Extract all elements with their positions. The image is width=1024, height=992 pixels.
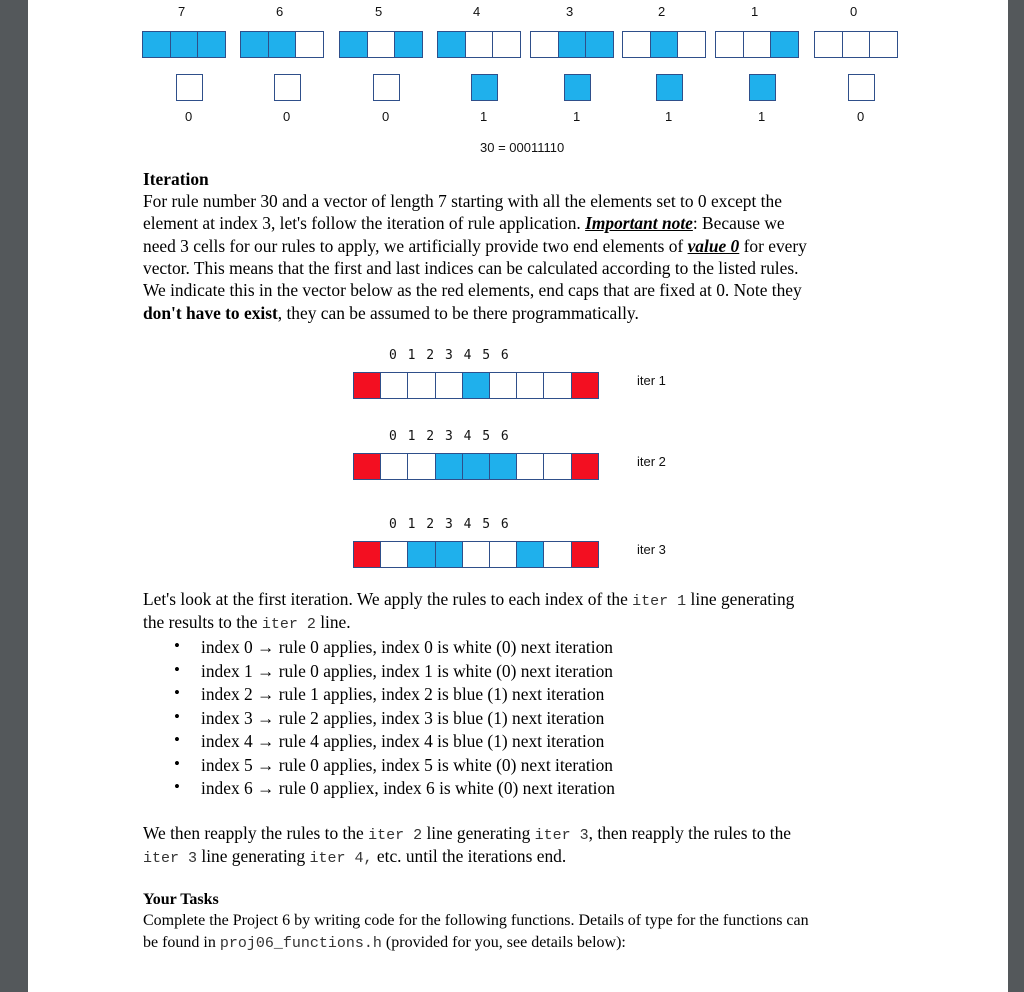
neighborhood-cell — [437, 31, 466, 58]
end-cap-cell — [571, 541, 599, 568]
text: etc. until the iterations end. — [372, 846, 567, 866]
neighborhood-cell — [240, 31, 269, 58]
list-item: index 1 → rule 0 applies, index 1 is white (0) next iteration — [201, 660, 613, 681]
neighborhood-cell — [622, 31, 651, 58]
vector-cell — [407, 541, 435, 568]
bullet-icon: • — [174, 683, 180, 702]
rule-result-label: 1 — [758, 109, 766, 124]
important-note: Important note — [585, 213, 693, 233]
vector-cell — [543, 453, 571, 480]
bullet-icon: • — [174, 636, 180, 655]
neighborhood-cell — [295, 31, 324, 58]
result-cell — [848, 74, 875, 101]
text: the results to the — [143, 612, 262, 632]
neighborhood-cell — [558, 31, 587, 58]
paragraph-line — [143, 845, 566, 870]
text: , they can be assumed to be there programmatically. — [277, 303, 639, 323]
paragraph-line: For rule number 30 and a vector of length 7 starting with all the elements set to 0 except the — [143, 191, 782, 211]
code-text: iter 2 — [368, 827, 423, 844]
neighborhood-cell — [197, 31, 226, 58]
neighborhood-cell — [268, 31, 297, 58]
rule-result-label: 1 — [665, 109, 673, 124]
text: We then reapply the rules to the — [143, 823, 369, 843]
neighborhood-cell — [770, 31, 799, 58]
list-item: index 2 → rule 1 applies, index 2 is blue (1) next iteration — [201, 684, 605, 704]
rule-caption: 30 = 00011110 — [480, 140, 565, 155]
vector-cell — [516, 453, 544, 480]
vector-cell — [543, 372, 571, 399]
rule-result-label: 0 — [185, 109, 193, 124]
text: need 3 cells for our rules to apply, we artificially provide two end elements of — [143, 236, 688, 256]
code-text: iter 3 — [143, 850, 198, 867]
result-cell — [749, 74, 776, 101]
paragraph-line — [143, 235, 807, 257]
iteration-label: iter 1 — [637, 373, 666, 388]
index-labels: 0 1 2 3 4 5 6 — [389, 517, 509, 532]
rule-group-label: 3 — [566, 4, 574, 19]
section-heading-tasks: Your Tasks — [143, 891, 219, 908]
document-page — [28, 0, 1008, 992]
neighborhood-cell — [465, 31, 494, 58]
rule-result-label: 0 — [857, 109, 865, 124]
end-cap-cell — [353, 541, 381, 568]
index-labels: 0 1 2 3 4 5 6 — [389, 429, 509, 444]
vector-cell — [380, 372, 408, 399]
neighborhood-cell — [170, 31, 199, 58]
bold-text: don't have to exist — [143, 303, 278, 323]
vector-cell — [543, 541, 571, 568]
vector-cell — [516, 372, 544, 399]
iteration-label: iter 2 — [637, 454, 666, 469]
neighborhood-cell — [743, 31, 772, 58]
text: for every — [739, 236, 807, 256]
code-text: iter 2 — [261, 616, 316, 633]
neighborhood-cell — [842, 31, 871, 58]
rule-result-label: 0 — [283, 109, 291, 124]
paragraph-line — [143, 932, 626, 955]
rule-group-label: 6 — [276, 4, 284, 19]
neighborhood-cell — [585, 31, 614, 58]
paragraph-line — [143, 611, 351, 636]
neighborhood-cell — [367, 31, 396, 58]
bullet-icon: • — [174, 706, 180, 726]
vector-cell — [407, 372, 435, 399]
code-text: iter 3 — [534, 827, 589, 844]
text: : Because we — [692, 213, 785, 233]
vector-cell — [462, 372, 490, 399]
neighborhood-cell — [650, 31, 679, 58]
vector-cell — [489, 372, 517, 399]
vector-cell — [435, 541, 463, 568]
text: line generating — [197, 846, 310, 866]
rule-result-label: 1 — [480, 109, 488, 124]
rule-result-label: 1 — [573, 109, 581, 124]
paragraph-line: We indicate this in the vector below as the red elements, end caps that are fixed at 0. Note they — [143, 280, 802, 300]
result-cell — [471, 74, 498, 101]
vector-cell — [407, 453, 435, 480]
bullet-icon: • — [174, 730, 180, 749]
rule-group-label: 0 — [850, 4, 858, 19]
neighborhood-cell — [530, 31, 559, 58]
vector-cell — [380, 541, 408, 568]
text: be found in — [143, 934, 220, 951]
code-text: iter 1 — [632, 593, 687, 610]
text: , then reapply the rules to the — [588, 823, 791, 843]
bullet-icon: • — [174, 777, 180, 796]
code-filename: proj06_functions.h — [219, 935, 382, 952]
list-item: index 0 → rule 0 applies, index 0 is white (0) next iteration — [201, 637, 613, 657]
end-cap-cell — [571, 453, 599, 480]
result-cell — [564, 74, 591, 101]
paragraph-line — [143, 588, 794, 613]
paragraph-line — [143, 212, 785, 234]
list-item: index 4 → rule 4 applies, index 4 is blue (1) next iteration — [201, 731, 605, 751]
neighborhood-cell — [869, 31, 898, 58]
vector-cell — [489, 541, 517, 568]
text: element at index 3, let's follow the iteration of rule application. — [143, 213, 586, 233]
result-cell — [274, 74, 301, 101]
rule-group-label: 1 — [751, 4, 759, 19]
rule-group-label: 2 — [658, 4, 666, 19]
text: Let's look at the first iteration. We apply the rules to each index of the — [143, 589, 633, 609]
paragraph-line — [143, 822, 791, 847]
rule-group-label: 7 — [178, 4, 186, 19]
result-cell — [656, 74, 683, 101]
text: line generating — [422, 823, 535, 843]
value-zero-emphasis: value 0 — [687, 236, 740, 256]
paragraph-line: Complete the Project 6 by writing code for the following functions. Details of type for the functions can — [143, 912, 809, 929]
rule-group-label: 4 — [473, 4, 481, 19]
bullet-icon: • — [174, 753, 180, 773]
vector-cell — [462, 541, 490, 568]
text: line generating — [686, 589, 795, 609]
text: (provided for you, see details below): — [381, 934, 626, 951]
list-item: index 6 → rule 0 appliex, index 6 is white (0) next iteration — [201, 778, 615, 798]
rule-group-label: 5 — [375, 4, 383, 19]
vector-cell — [380, 453, 408, 480]
code-text: iter 4, — [309, 850, 373, 867]
rule-result-label: 0 — [382, 109, 390, 124]
neighborhood-cell — [339, 31, 368, 58]
vector-cell — [489, 453, 517, 480]
iteration-label: iter 3 — [637, 542, 666, 557]
bullet-icon: • — [174, 659, 180, 679]
end-cap-cell — [571, 372, 599, 399]
paragraph-line — [143, 302, 639, 324]
vector-cell — [516, 541, 544, 568]
neighborhood-cell — [142, 31, 171, 58]
neighborhood-cell — [715, 31, 744, 58]
index-labels: 0 1 2 3 4 5 6 — [389, 348, 509, 363]
vector-cell — [462, 453, 490, 480]
text: line. — [315, 612, 351, 632]
neighborhood-cell — [814, 31, 843, 58]
neighborhood-cell — [394, 31, 423, 58]
vector-cell — [435, 453, 463, 480]
list-item: index 3 → rule 2 applies, index 3 is blue (1) next iteration — [201, 707, 605, 728]
end-cap-cell — [353, 453, 381, 480]
list-item: index 5 → rule 0 applies, index 5 is white (0) next iteration — [201, 754, 613, 775]
section-heading-iteration: Iteration — [143, 169, 209, 189]
result-cell — [373, 74, 400, 101]
neighborhood-cell — [492, 31, 521, 58]
result-cell — [176, 74, 203, 101]
vector-cell — [435, 372, 463, 399]
neighborhood-cell — [677, 31, 706, 58]
end-cap-cell — [353, 372, 381, 399]
paragraph-line: vector. This means that the first and last indices can be calculated according to the listed rules. — [143, 258, 799, 278]
